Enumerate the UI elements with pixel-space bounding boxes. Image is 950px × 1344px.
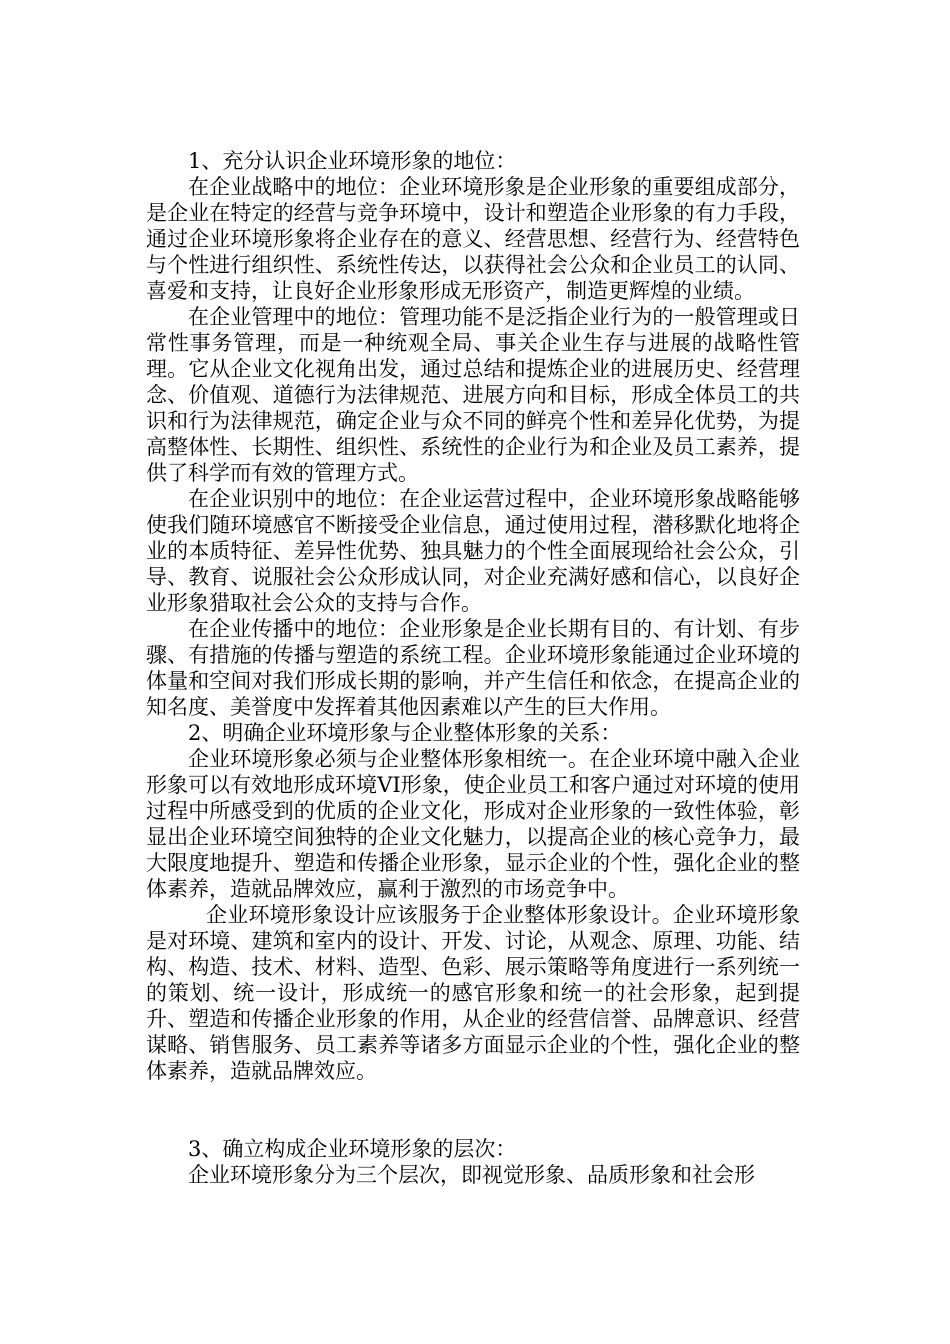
section-3-heading: 3、确立构成企业环境形象的层次： — [188, 1137, 517, 1161]
paragraph-communication-position: 在企业传播中的地位：企业形象是企业长期有目的、有计划、有步骤、有措施的传播与塑造的系统工程。企业环境形象能通过企业环境的体量和空间对我们形成长期的影响，并产生信任和依念，在提高企业的知名度、美誉度中发挥着其他因素难以产生的巨大作用。 — [146, 617, 800, 719]
paragraph-unified-image: 企业环境形象必须与企业整体形象相统一。在企业环境中融入企业形象可以有效地形成环境VI形象，使企业员工和客户通过对环境的使用过程中所感受到的优质的企业文化，形成对企业形象的一致性体验，彰显出企业环境空间独特的企业文化魅力，以提高企业的核心竞争力，最大限度地提升、塑造和传播企业形象，显示企业的个性，强化企业的整体素养，造就品牌效应，赢利于激烈的市场竞争中。 — [146, 747, 800, 901]
paragraph-identification-position: 在企业识别中的地位：在企业运营过程中，企业环境形象战略能够使我们随环境感官不断接受企业信息，通过使用过程，潜移默化地将企业的本质特征、差异性优势、独具魅力的个性全面展现给社会公众，引导、教育、说服社会公众形成认同，对企业充满好感和信心，以良好企业形象猎取社会公众的支持与合作。 — [146, 487, 800, 615]
section-1-heading: 1、充分认识企业环境形象的地位： — [188, 149, 517, 173]
section-gap — [146, 1084, 800, 1136]
paragraph-three-levels: 企业环境形象分为三个层次，即视觉形象、品质形象和社会形 — [188, 1163, 755, 1187]
section-2-heading: 2、明确企业环境形象与企业整体形象的关系： — [188, 721, 622, 745]
paragraph-serve-overall-design: 企业环境形象设计应该服务于企业整体形象设计。企业环境形象是对环境、建筑和室内的设计、开发、讨论，从观念、原理、功能、结构、构造、技术、材料、造型、色彩、展示策略等角度进行一系列统一的策划、统一设计，形成统一的感官形象和统一的社会形象，起到提升、塑造和传播企业形象的作用，从企业的经营信誉、品牌意识、经营谋略、销售服务、员工素养等诸多方面显示企业的个性，强化企业的整体素养，造就品牌效应。 — [146, 903, 800, 1083]
document-page — [146, 148, 800, 1188]
paragraph-strategy-position: 在企业战略中的地位：企业环境形象是企业形象的重要组成部分，是企业在特定的经营与竞争环境中，设计和塑造企业形象的有力手段，通过企业环境形象将企业存在的意义、经营思想、经营行为、经营特色与个性进行组织性、系统性传达，以获得社会公众和企业员工的认同、喜爱和支持，让良好企业形象形成无形资产，制造更辉煌的业绩。 — [146, 175, 800, 303]
paragraph-management-position: 在企业管理中的地位：管理功能不是泛指企业行为的一般管理或日常性事务管理，而是一种统观全局、事关企业生存与进展的战略性管理。它从企业文化视角出发，通过总结和提炼企业的进展历史、经营理念、价值观、道德行为法律规范、进展方向和目标，形成全体员工的共识和行为法律规范，确定企业与众不同的鲜亮个性和差异化优势，为提高整体性、长期性、组织性、系统性的企业行为和企业及员工素养，提供了科学而有效的管理方式。 — [146, 305, 800, 485]
